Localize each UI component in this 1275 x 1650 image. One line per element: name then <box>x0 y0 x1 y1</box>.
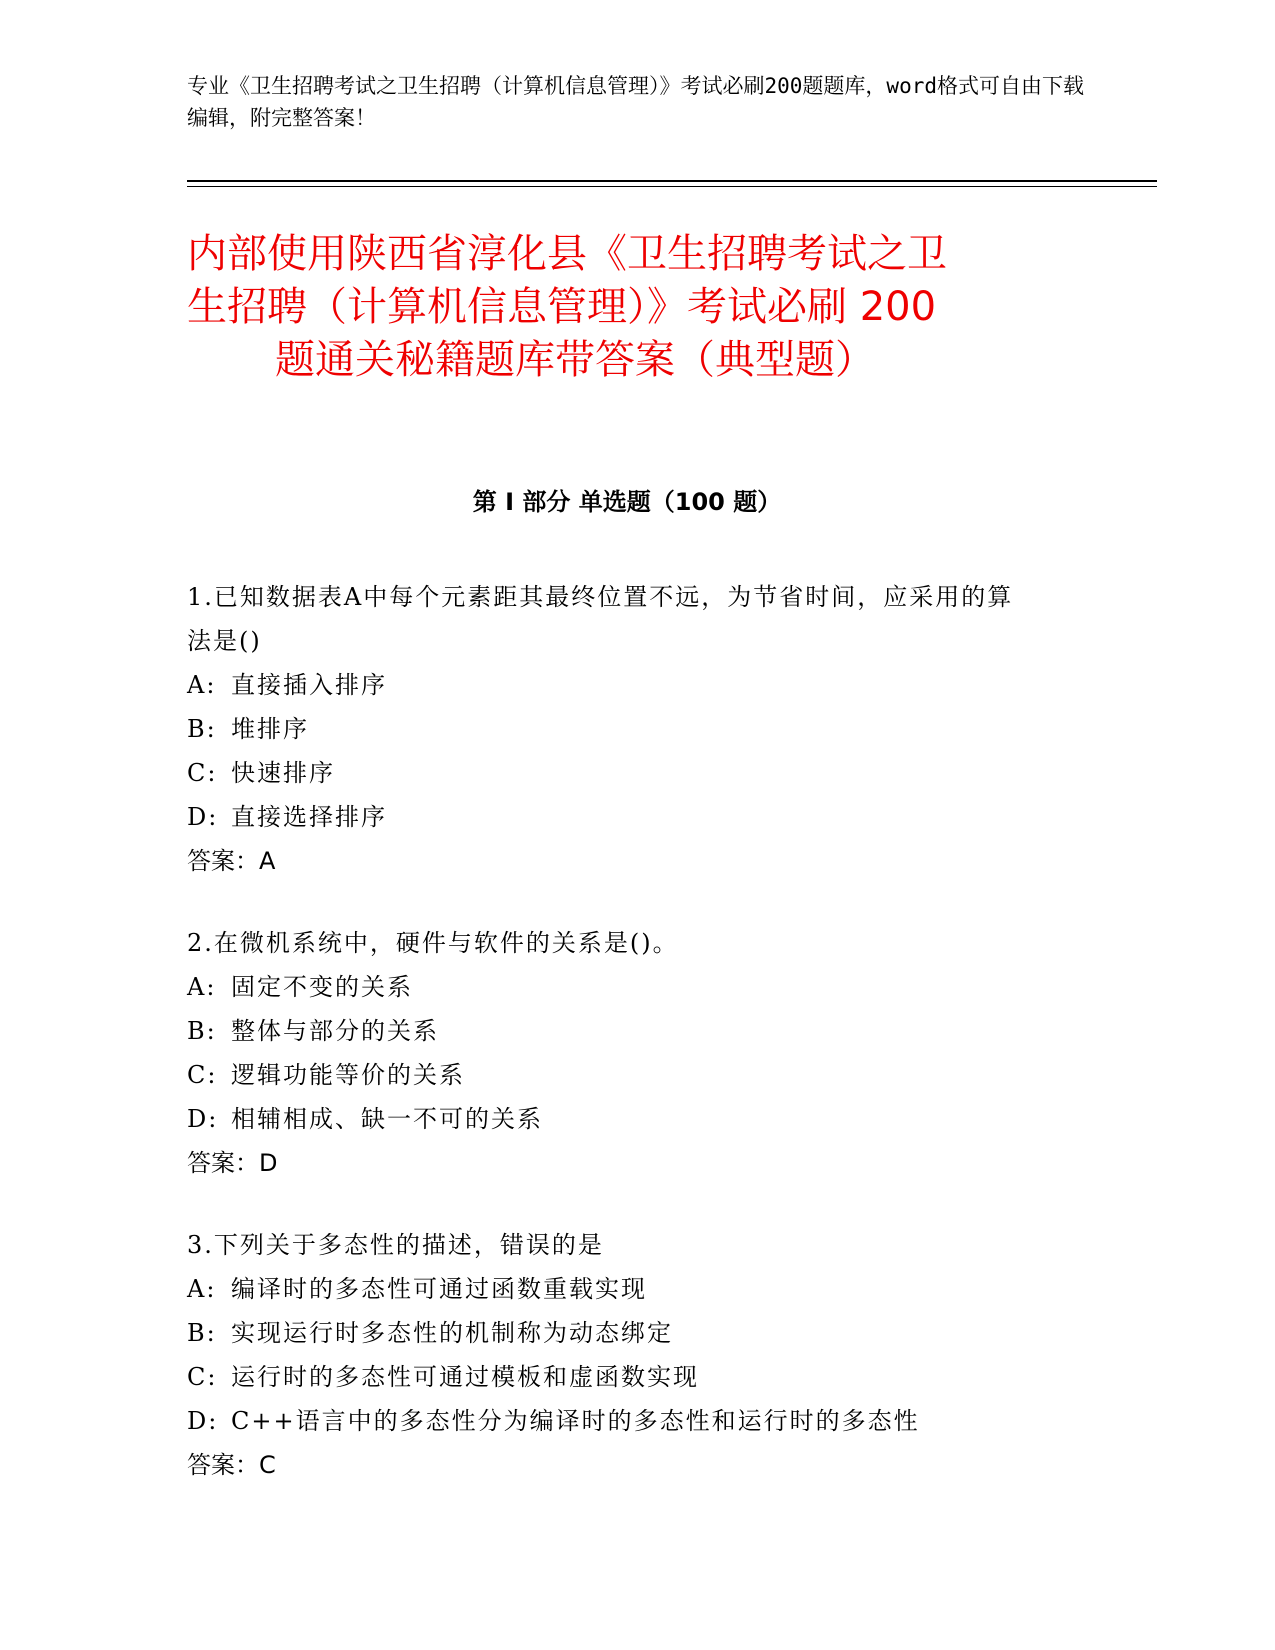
option-text: 固定不变的关系 <box>231 973 413 1001</box>
question-stem: 1.已知数据表A中每个元素距其最终位置不远，为节省时间，应采用的算法是() <box>187 583 1014 655</box>
question-1 <box>187 575 1087 883</box>
title-line: 题通关秘籍题库带答案（典型题） <box>275 337 875 383</box>
option-c <box>187 1053 1087 1097</box>
option-b <box>187 707 1087 751</box>
option-key: C: <box>187 759 218 787</box>
header-rule-thin <box>187 186 1157 187</box>
option-text: 相辅相成、缺一不可的关系 <box>231 1105 543 1133</box>
option-text: 运行时的多态性可通过模板和虚函数实现 <box>231 1363 699 1391</box>
header-rule-thick <box>187 180 1157 182</box>
question-stem: 2.在微机系统中，硬件与软件的关系是()。 <box>187 929 679 957</box>
answer-line: 答案：A <box>187 847 276 875</box>
option-b <box>187 1009 1087 1053</box>
option-text: 逻辑功能等价的关系 <box>231 1061 465 1089</box>
option-key: A: <box>187 1275 217 1303</box>
option-text: 直接选择排序 <box>231 803 387 831</box>
option-key: B: <box>187 1017 217 1045</box>
question-2 <box>187 921 1087 1185</box>
title-line: 内部使用陕西省淳化县《卫生招聘考试之卫 <box>187 231 947 277</box>
option-d <box>187 1399 1087 1443</box>
option-key: C: <box>187 1363 218 1391</box>
header-note: 专业《卫生招聘考试之卫生招聘（计算机信息管理）》考试必刷200题题库，word格式可自由下载编辑，附完整答案！ <box>187 74 1084 130</box>
option-text: 直接插入排序 <box>231 671 387 699</box>
option-a <box>187 965 1087 1009</box>
question-list <box>187 575 1087 1525</box>
option-text: C++语言中的多态性分为编译时的多态性和运行时的多态性 <box>231 1407 920 1435</box>
option-text: 编译时的多态性可通过函数重载实现 <box>231 1275 647 1303</box>
option-d <box>187 795 1087 839</box>
option-key: D: <box>187 1105 219 1133</box>
option-key: C: <box>187 1061 218 1089</box>
option-a <box>187 663 1087 707</box>
option-key: A: <box>187 973 217 1001</box>
option-text: 整体与部分的关系 <box>231 1017 439 1045</box>
option-key: B: <box>187 1319 217 1347</box>
answer-line: 答案：D <box>187 1149 278 1177</box>
question-3 <box>187 1223 1087 1487</box>
question-stem: 3.下列关于多态性的描述，错误的是 <box>187 1231 604 1259</box>
option-key: B: <box>187 715 217 743</box>
option-text: 堆排序 <box>231 715 309 743</box>
option-key: D: <box>187 803 219 831</box>
section-heading: 第 I 部分 单选题（100 题） <box>472 488 782 516</box>
option-d <box>187 1097 1087 1141</box>
document-title <box>187 228 1067 387</box>
option-text: 实现运行时多态性的机制称为动态绑定 <box>231 1319 673 1347</box>
option-key: A: <box>187 671 217 699</box>
option-c <box>187 751 1087 795</box>
option-key: D: <box>187 1407 219 1435</box>
option-text: 快速排序 <box>231 759 335 787</box>
answer-line: 答案：C <box>187 1451 276 1479</box>
option-a <box>187 1267 1087 1311</box>
option-c <box>187 1355 1087 1399</box>
document-page <box>187 70 1157 1479</box>
title-line: 生招聘（计算机信息管理）》考试必刷 200 <box>187 284 937 330</box>
option-b <box>187 1311 1087 1355</box>
